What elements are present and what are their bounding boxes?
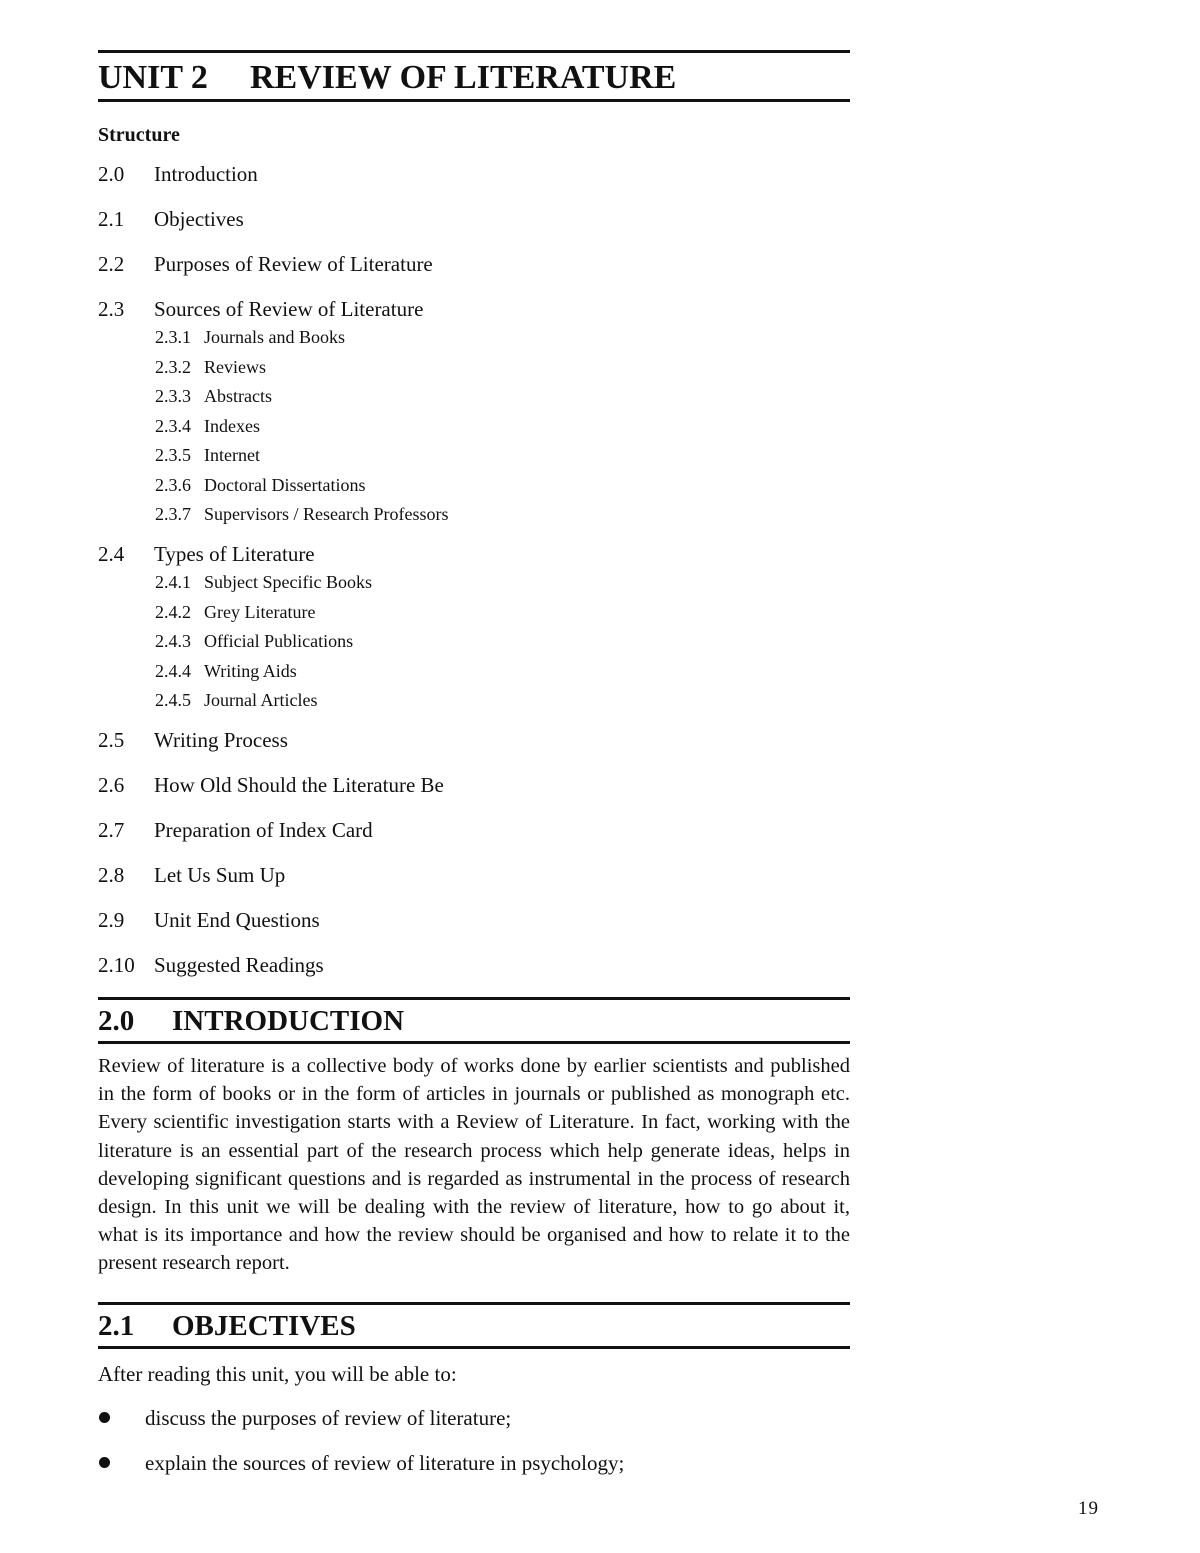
toc-number: 2.3 [98,297,125,321]
introduction-paragraph: Review of literature is a collective body of works done by earlier scientists and published in the form of books or in the form of articles in journals or published as monograph etc. Every scientific investigation starts with a Review of Literature. In fact, working with the literature is an essential part of the research process which help generate ideas, helps in developing significant questions and is regarded as instrumental in the process of research design. In this unit we will be dealing with the review of literature, how to go about it, what is its importance and how the review should be organised and how to relate it to the present research report. [98,1055,850,1275]
toc-title: Introduction [154,162,258,186]
unit-label: UNIT 2 [98,59,208,96]
toc-item [98,296,850,525]
section-number: 2.1 [98,1309,135,1342]
toc-number: 2.10 [98,953,135,977]
section-title: INTRODUCTION [172,1005,405,1037]
toc-subitem-number: 2.3.1 [155,327,191,347]
toc-number: 2.5 [98,728,125,752]
toc-item [98,727,850,753]
toc-item [98,161,850,187]
toc-subitem [155,356,850,378]
unit-title-underline [98,99,850,102]
toc-subitem-number: 2.3.3 [155,386,191,406]
toc-number: 2.6 [98,773,125,797]
toc-title: Types of Literature [154,542,315,566]
toc-subitem-title: Abstracts [204,386,272,406]
toc-title: Writing Process [154,728,288,752]
toc-sublist [155,326,850,525]
toc-subitem-title: Grey Literature [204,601,316,622]
toc-subitem-title: Journal Articles [204,690,318,710]
toc-number: 2.1 [98,207,125,231]
objectives-section [98,1302,850,1476]
bullet-icon [99,1457,110,1468]
toc-number: 2.4 [98,542,125,566]
section-rule-bottom [98,1041,850,1044]
toc-title: Preparation of Index Card [154,818,373,842]
section-heading [98,1305,850,1346]
toc-item [98,251,850,277]
toc-row [98,541,850,567]
toc-subitem-title: Reviews [204,356,266,377]
section-number: 2.0 [98,1005,135,1037]
document-page [98,50,850,1495]
toc-title: How Old Should the Literature Be [154,773,444,797]
introduction-section [98,997,850,1278]
toc-subitem-number: 2.3.4 [155,415,191,436]
toc-subitem-title: Writing Aids [204,660,297,681]
toc-subitem [155,689,850,711]
toc-row [98,817,850,843]
toc-row [98,862,850,888]
toc-item [98,541,850,711]
toc-title: Suggested Readings [154,953,324,977]
toc-subitem-number: 2.3.7 [155,504,191,524]
toc-item [98,952,850,978]
toc-subitem-number: 2.3.2 [155,356,191,377]
toc-subitem-number: 2.4.4 [155,660,191,681]
toc-title: Let Us Sum Up [154,863,286,887]
toc-subitem [155,444,850,466]
toc-row [98,907,850,933]
toc-subitem [155,474,850,496]
toc-row [98,772,850,798]
objective-item [98,1405,850,1431]
toc-number: 2.2 [98,252,125,276]
table-of-contents [98,161,850,978]
toc-subitem [155,385,850,407]
toc-number: 2.8 [98,863,125,887]
toc-subitem-title: Official Publications [204,631,354,651]
toc-item [98,817,850,843]
toc-title: Objectives [154,207,244,231]
toc-number: 2.7 [98,818,125,842]
toc-subitem-title: Internet [204,445,260,465]
objective-item [98,1450,850,1476]
toc-item [98,907,850,933]
toc-subitem-title: Indexes [204,415,260,436]
toc-title: Sources of Review of Literature [154,297,424,321]
toc-subitem [155,415,850,437]
toc-subitem-title: Journals and Books [204,327,345,347]
toc-subitem-number: 2.3.6 [155,474,191,495]
toc-subitem-title: Subject Specific Books [204,572,372,592]
toc-subitem-number: 2.4.2 [155,601,191,622]
toc-sublist [155,571,850,711]
section-title: OBJECTIVES [172,1309,356,1342]
toc-subitem-number: 2.4.5 [155,690,191,710]
toc-subitem-number: 2.4.3 [155,631,191,651]
toc-row [98,727,850,753]
section-rule-bottom [98,1346,850,1349]
bullet-icon [99,1412,110,1423]
objectives-intro: After reading this unit, you will be able to: [98,1361,457,1386]
toc-subitem [155,630,850,652]
toc-subitem-title: Supervisors / Research Professors [204,504,449,524]
unit-heading: REVIEW OF LITERATURE [250,59,677,96]
objective-text: discuss the purposes of review of literature; [145,1405,512,1430]
toc-subitem [155,326,850,348]
unit-title [98,53,850,99]
toc-title: Unit End Questions [154,908,320,932]
toc-subitem-title: Doctoral Dissertations [204,474,366,495]
toc-item [98,772,850,798]
toc-number: 2.9 [98,908,125,932]
toc-row [98,952,850,978]
toc-number: 2.0 [98,162,125,186]
objective-text: explain the sources of review of literature in psychology; [145,1450,625,1475]
section-heading [98,1000,850,1041]
toc-subitem [155,660,850,682]
toc-item [98,862,850,888]
toc-row [98,251,850,277]
toc-item [98,206,850,232]
toc-title: Purposes of Review of Literature [154,252,433,276]
toc-subitem-number: 2.3.5 [155,445,191,465]
toc-subitem [155,601,850,623]
toc-subitem [155,503,850,525]
objectives-list [98,1405,850,1476]
toc-row [98,206,850,232]
toc-subitem-number: 2.4.1 [155,572,191,592]
toc-subitem [155,571,850,593]
toc-row [98,161,850,187]
toc-row [98,296,850,322]
page-number: 19 [1078,1498,1099,1519]
structure-label: Structure [98,124,180,146]
